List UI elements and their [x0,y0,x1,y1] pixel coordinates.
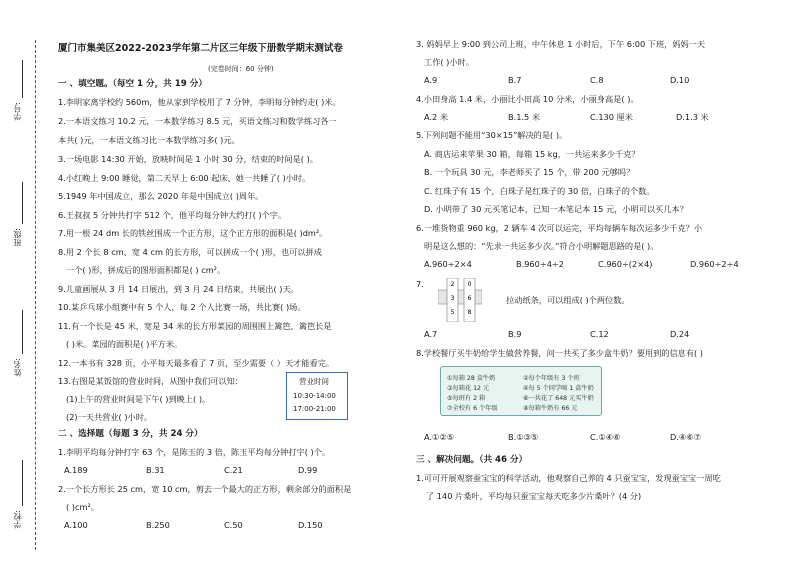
q1-10: 10.某乒乓球小组赛中有 5 个人，每 2 个人比赛一场，共比赛( )场。 [58,302,306,312]
q1-2-line2: 本共( )元，一本语文练习比一本数学练习多( )元。 [58,135,240,145]
q2-8: 8.学校餐厅买牛奶给学生做营养餐，问一共买了多少盒牛奶？要用到的信息有( ) [416,348,703,358]
hours-morning: 10:30-14:00 [293,392,336,400]
name-label: 姓名: [13,358,22,377]
info-item-7: ⑦全校有 6 个年级 [447,405,498,412]
q2-7-option-c[interactable]: C.12 [590,329,609,339]
q2-1: 1.李明平均每分钟打字 63 个，是陈玉的 3 倍，陈玉平均每分钟打字( )个。 [58,447,331,457]
q2-3-line1: 3. 妈妈早上 9:00 到公司上班，中午休息 1 小时后，下午 6:00 下班，妈妈一天 [416,39,706,49]
svg-text:3: 3 [450,295,455,302]
q1-2-line1: 2.一本语文练习 10.2 元，一本数学练习 8.5 元，买语文练习和数学练习各一 [58,116,337,126]
q2-3-option-a[interactable]: A.9 [424,75,438,85]
info-item-5: ⑤每班有 2 箱 [447,395,486,402]
q2-5-option-c[interactable]: C. 红珠子有 15 个，白珠子是红珠子的 30 倍，白珠子的个数。 [424,186,655,196]
q2-5-option-a[interactable]: A. 商店运来苹果 30 箱，每箱 15 kg，一共运来多少千克？ [424,149,640,159]
info-item-3: ③每箱花 12 元 [447,385,490,392]
q2-1-option-d[interactable]: D.99 [298,465,318,475]
q2-2-line2: ( )cm²。 [66,502,99,512]
q2-3-line2: 工作( )小时。 [424,57,474,67]
student-id-field[interactable] [22,60,23,98]
svg-text:8: 8 [467,309,472,316]
q2-5-option-b[interactable]: B. 一个玩具 30 元，李老师买了 15 个，带 200 元够吗？ [424,167,635,177]
section-2-heading: 二 、选择题（每题 3 分，共 24 分） [58,429,203,439]
q1-9: 9.儿童画展从 3 月 14 日展出，到 3 月 24 日结束，共展出( )天。 [58,284,299,294]
q1-8-line1: 8.用 2 个长 8 cm、宽 4 cm 的长方形，可以拼成一个( )形，也可以拼成 [58,247,322,257]
q1-5: 5.1949 年中国成立，那么 2020 年是中国成立( )周年。 [58,191,264,201]
q2-4-option-d[interactable]: D.1.3 米 [676,112,709,122]
q2-6-option-a[interactable]: A.960÷2×4 [424,259,472,269]
svg-text:6: 6 [467,295,472,302]
q2-2-option-b[interactable]: B.250 [146,520,170,530]
info-item-1: ①每箱 28 盒牛奶 [447,375,496,382]
q2-4-option-c[interactable]: C.130 厘米 [590,112,633,122]
q1-13-part2: (2)一天共营业( )小时。 [66,412,153,422]
svg-text:2: 2 [450,281,455,288]
svg-text:0: 0 [467,281,472,288]
q1-11-line2: ( )米。菜园的面积是( )平方米。 [66,339,183,349]
q2-8-option-c[interactable]: C.①④⑥ [590,432,621,442]
q1-13: 13.右图是某饭馆的营业时间，从图中我们可以知： [58,376,243,386]
q1-11-line1: 11.有一个长是 45 米，宽是 34 米的长方形菜园的周围围上篱笆，篱笆长是 [58,321,332,331]
section-1-heading: 一 、填空题。（每空 1 分，共 19 分） [58,79,207,89]
school-label: 学校: [13,510,22,529]
q2-3-option-d[interactable]: D.10 [670,75,690,85]
q2-8-option-b[interactable]: B.①③⑤ [508,432,539,442]
q1-7: 7.用一根 24 dm 长的铁丝围成一个正方形，这个正方形的面积是( )dm²。 [58,228,328,238]
q2-1-option-b[interactable]: B.31 [146,465,165,475]
class-label: 班级: [13,228,22,247]
q1-4: 4.小红晚上 9:00 睡觉，第二天早上 6:00 起床，她一共睡了( )小时。 [58,173,311,183]
business-hours-title: 营业时间 [299,377,329,386]
q2-3-option-b[interactable]: B.7 [508,75,522,85]
svg-text:5: 5 [450,309,455,316]
q3-1-line2: 了 140 片桑叶，平均每只蚕宝宝每天吃多少片桑叶？(4 分) [426,491,642,501]
info-item-4: ④每 5 个同学喝 1 盒牛奶 [523,385,594,392]
exam-title: 厦门市集美区2022-2023学年第二片区三年级下册数学期末测试卷 [58,43,343,54]
exam-duration: (完卷时间：60 分钟) [208,65,274,73]
q2-6-option-b[interactable]: B.960÷4÷2 [516,259,564,269]
name-field[interactable] [22,310,23,354]
q2-2-option-c[interactable]: C.50 [224,520,243,530]
q1-13-part1: (1)上午的营业时间是下午( )到晚上( )。 [66,394,211,404]
q2-7-number: 7. [416,279,424,289]
q2-7-option-d[interactable]: D.24 [670,329,690,339]
q2-3-option-c[interactable]: C.8 [590,75,604,85]
cut-line [35,40,36,550]
q2-6-line1: 6.一堆货物重 960 kg，2 辆车 4 次可以运完，平均每辆车每次运多少千克？小 [416,223,703,233]
q2-6-line2: 明是这么想的：“先求一共运多少次。”符合小明解题思路的是( )。 [424,241,659,251]
q2-4-option-b[interactable]: B.1.5 米 [508,112,541,122]
q1-12: 12.一本书有 328 页，小平每天最多看了 7 页，至少需要（ ）天才能看完。 [58,358,335,368]
info-item-2: ②每个年级有 3 个班 [523,375,580,382]
hours-evening: 17:00-21:00 [293,405,336,413]
q2-6-option-c[interactable]: C.960÷(2×4) [598,259,653,269]
school-field[interactable] [22,460,23,506]
q2-7: 拉动纸条，可以组成( )个两位数。 [506,295,630,305]
q2-4: 4.小田身高 1.4 米，小丽比小田高 10 分米，小丽身高是( )。 [416,94,639,104]
q2-2-line1: 2.一个长方形长 25 cm，宽 10 cm，剪去一个最大的正方形，剩余部分的面积是 [58,484,352,494]
binding-margin [8,40,36,550]
q2-5: 5.下列问题不能用“30×15”解决的是( )。 [416,130,568,140]
q2-8-option-a[interactable]: A.①②⑤ [424,432,455,442]
q2-7-option-b[interactable]: B.9 [508,329,522,339]
info-item-8: ⑧每箱牛奶有 66 元 [523,405,578,412]
q1-6: 6.王叔叔 5 分钟共打字 512 个，他平均每分钟大约打( )个字。 [58,210,287,220]
q2-6-option-d[interactable]: D.960÷2÷4 [690,259,739,269]
student-id-label: 学号: [13,102,22,121]
q2-1-option-c[interactable]: C.21 [224,465,243,475]
q1-1: 1.李明家离学校约 560m，他从家到学校用了 7 分钟，李明每分钟约走( )米。 [58,97,341,107]
q2-1-option-a[interactable]: A.189 [64,465,88,475]
q2-8-option-d[interactable]: D.④⑥⑦ [670,432,701,442]
paper-strip-figure [438,278,482,322]
q2-7-option-a[interactable]: A.7 [424,329,438,339]
q2-5-option-d[interactable]: D. 小明带了 30 元买笔记本，已知一本笔记本 15 元，小明可以买几本？ [424,204,688,214]
q2-4-option-a[interactable]: A.2 米 [424,112,449,122]
q2-2-option-d[interactable]: D.150 [298,520,323,530]
q2-2-option-a[interactable]: A.100 [64,520,88,530]
q1-8-line2: 一个( )形，拼成后的图形面积都是( ) cm²。 [66,265,226,275]
q1-3: 3.一场电影 14:30 开始，放映时间是 1 小时 30 分，结束的时间是( )。 [58,154,318,164]
info-item-6: ⑥一共花了 648 元买牛奶 [523,395,594,402]
class-field[interactable] [22,182,23,224]
business-hours-box [286,372,348,420]
milk-info-panel [440,366,602,416]
section-3-heading: 三 、解决问题。（共 46 分） [416,455,528,465]
q3-1-line1: 1.可可开展观察蚕宝宝的科学活动，他观察自己养的 4 只蚕宝宝，发现蚕宝宝一周吃 [416,473,721,483]
